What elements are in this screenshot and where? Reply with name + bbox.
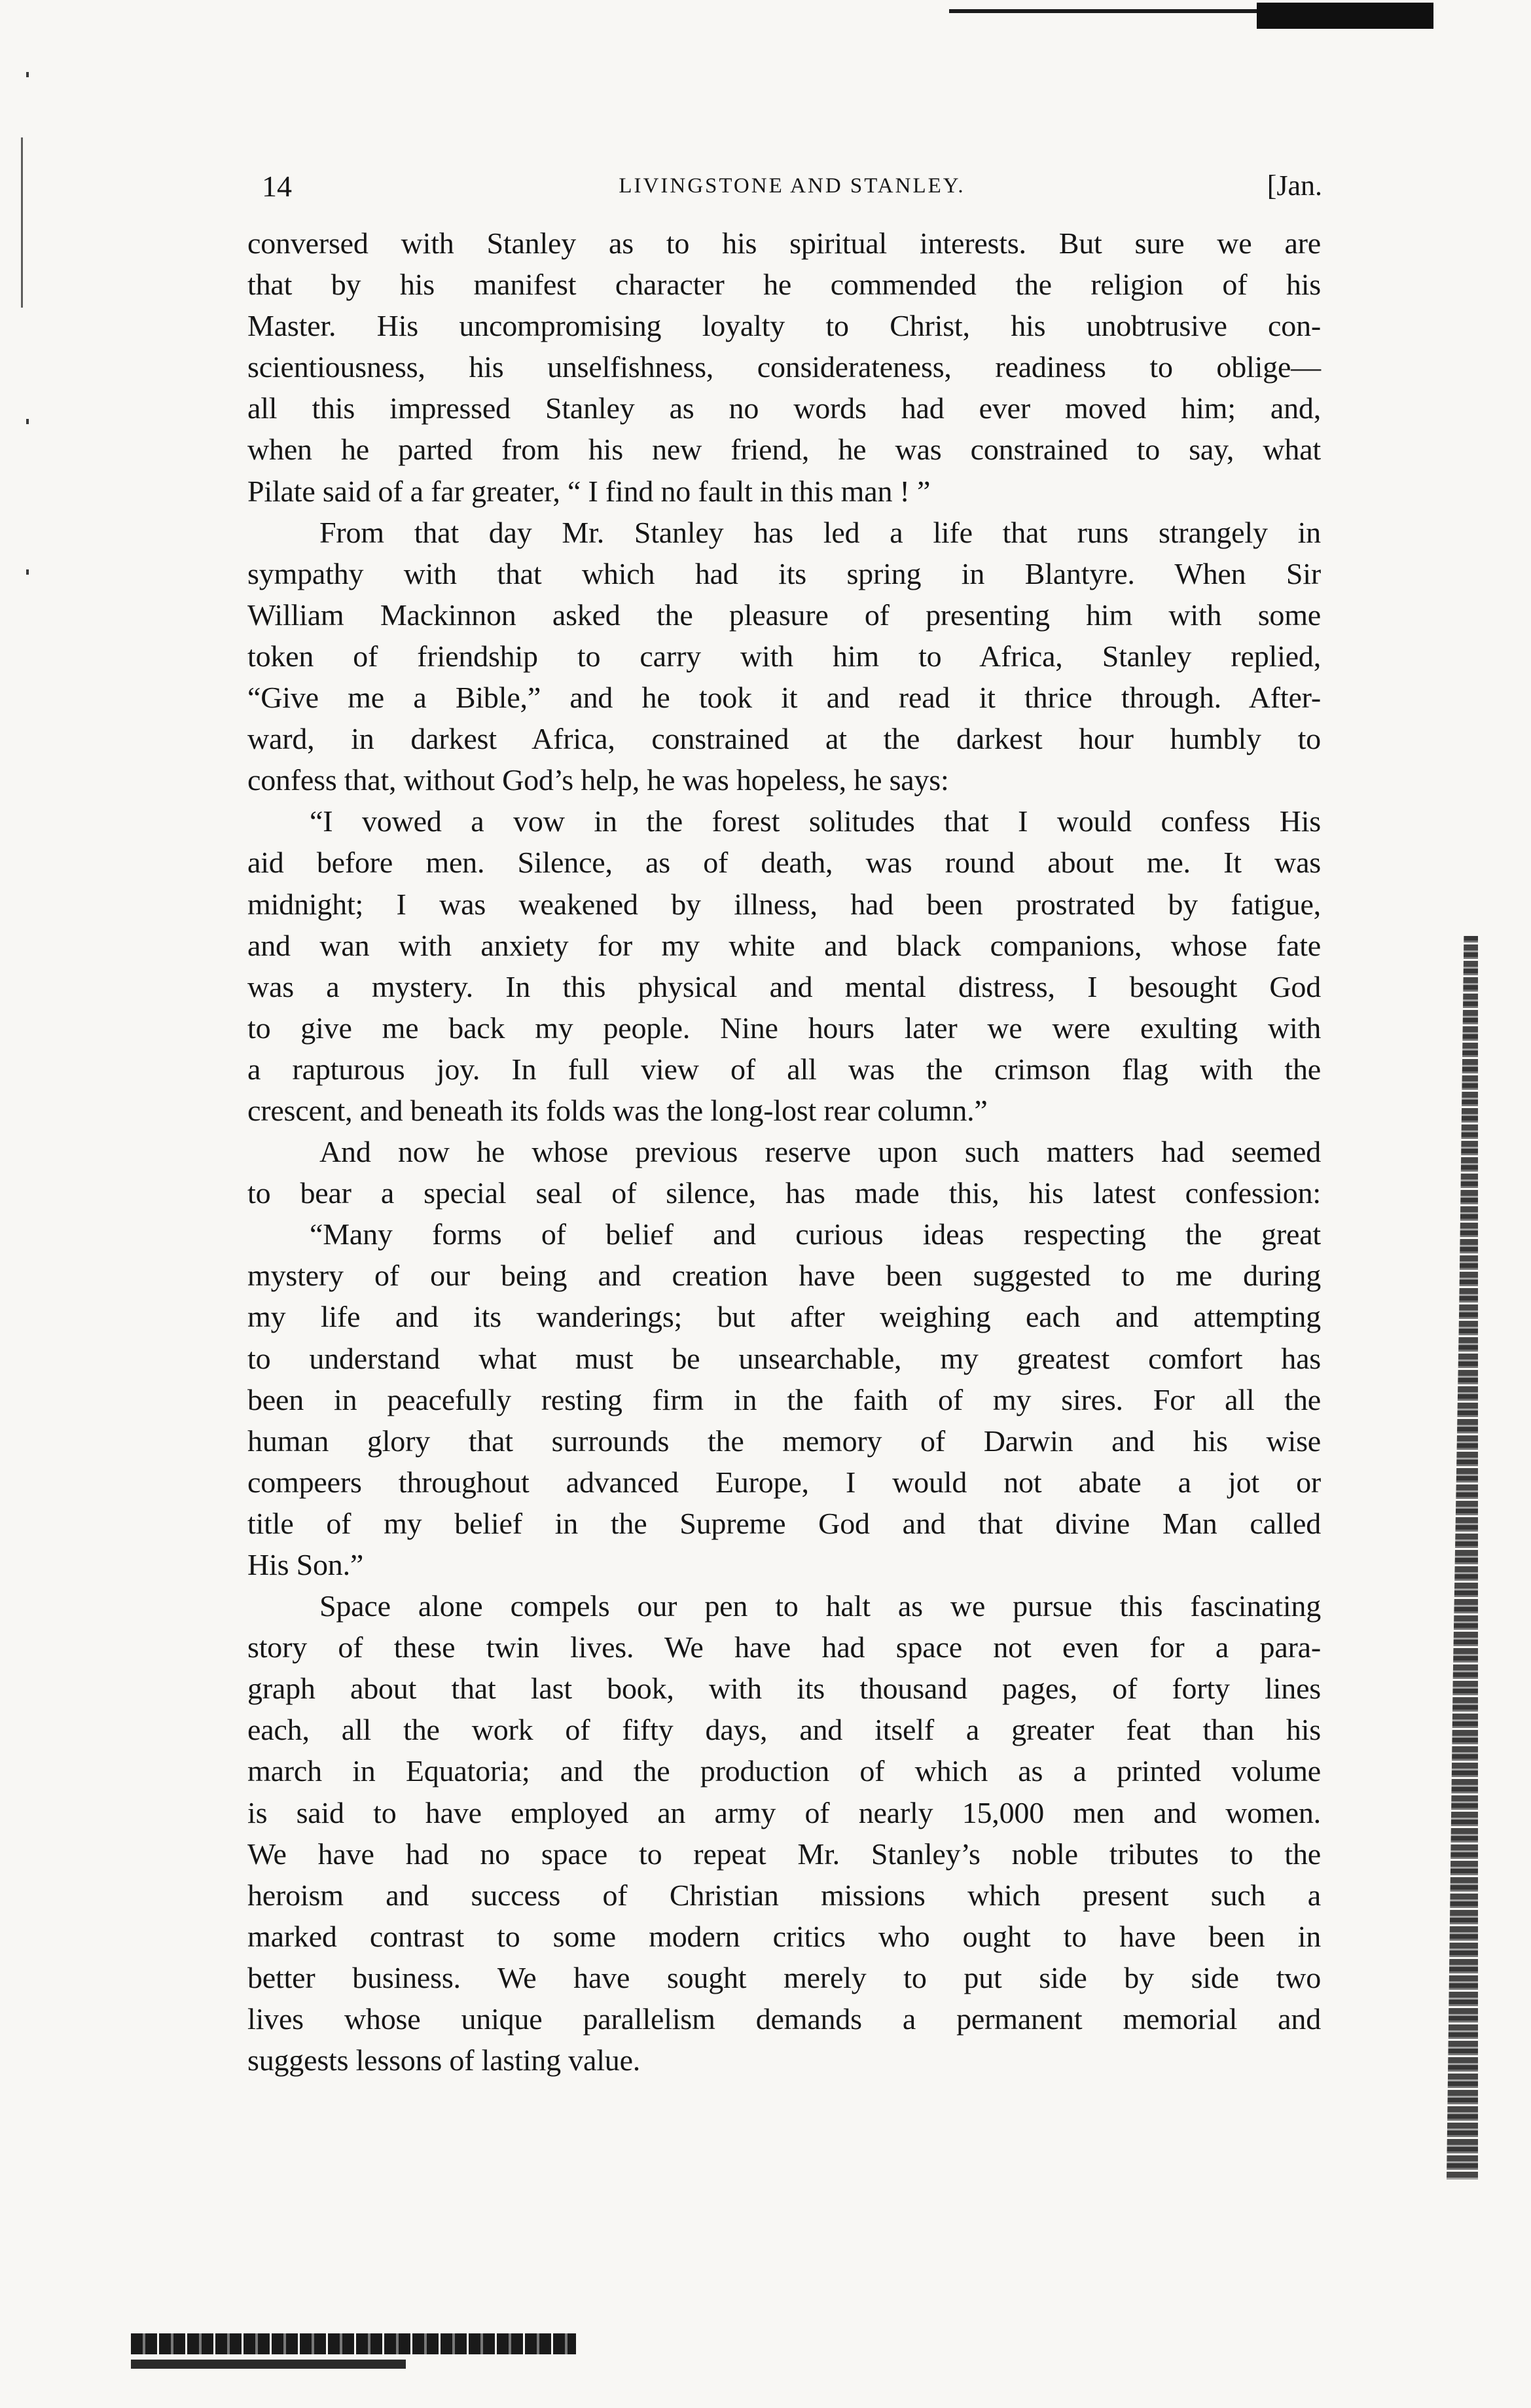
text-line: march in Equatoria; and the production of which as a printed volume	[247, 1754, 1321, 1788]
text-line: suggests lessons of lasting value.	[247, 2043, 641, 2077]
text-line: better business. We have sought merely to put side by side two	[247, 1960, 1321, 1994]
text-line: to give me back my people. Nine hours later we were exulting with	[247, 1011, 1321, 1045]
page-number: 14	[262, 170, 292, 203]
text-line: “I vowed a vow in the forest solitudes that I would confess His	[310, 804, 1321, 838]
text-line: Pilate said of a far greater, “ I find no fault in this man ! ”	[247, 474, 931, 508]
text-line: confess that, without God’s help, he was hopeless, he says:	[247, 763, 949, 797]
text-line: that by his manifest character he commended the religion of his	[247, 268, 1321, 302]
text-line: crescent, and beneath its folds was the long-lost rear column.”	[247, 1093, 988, 1127]
text-line: my life and its wanderings; but after weighing each and attempting	[247, 1300, 1321, 1334]
text-line: William Mackinnon asked the pleasure of presenting him with some	[247, 598, 1321, 632]
text-line: to understand what must be unsearchable, my greatest comfort has	[247, 1341, 1321, 1375]
scan-edge-bottom	[131, 2333, 576, 2354]
text-line: heroism and success of Christian missions which present such a	[247, 1878, 1321, 1912]
text-line: mystery of our being and creation have been suggested to me during	[247, 1259, 1321, 1293]
text-line: Space alone compels our pen to halt as we pursue this fascinating	[319, 1589, 1321, 1623]
scan-edge-left	[21, 137, 23, 308]
text-line: token of friendship to carry with him to Africa, Stanley replied,	[247, 639, 1321, 673]
text-line: graph about that last book, with its thousand pages, of forty lines	[247, 1672, 1321, 1706]
scan-edge-bottom-mark	[131, 2360, 406, 2369]
scan-edge-top-mark	[1257, 3, 1433, 29]
text-line: been in peacefully resting firm in the faith of my sires. For all the	[247, 1382, 1321, 1416]
text-line: compeers throughout advanced Europe, I would not abate a jot or	[247, 1465, 1321, 1499]
text-line: midnight; I was weakened by illness, had been prostrated by fatigue,	[247, 887, 1321, 921]
text-line: “Many forms of belief and curious ideas respecting the great	[310, 1217, 1321, 1251]
text-line: conversed with Stanley as to his spiritual interests. But sure we are	[247, 226, 1321, 260]
scan-speck	[26, 419, 29, 424]
text-line: story of these twin lives. We have had space not even for a para-	[247, 1630, 1321, 1664]
header-date-mark: [Jan.	[1267, 170, 1322, 202]
body-text	[247, 223, 1321, 2081]
text-line: And now he whose previous reserve upon such matters had seemed	[319, 1135, 1321, 1169]
text-line: all this impressed Stanley as no words had ever moved him; and,	[247, 391, 1321, 425]
text-line: a rapturous joy. In full view of all was the crimson flag with the	[247, 1052, 1321, 1086]
text-line: scientiousness, his unselfishness, considerateness, readiness to oblige—	[247, 350, 1321, 384]
page-header	[262, 169, 1322, 208]
text-line: We have had no space to repeat Mr. Stanley’s noble tributes to the	[247, 1837, 1321, 1871]
text-line: when he parted from his new friend, he was constrained to say, what	[247, 433, 1321, 467]
text-line: marked contrast to some modern critics who ought to have been in	[247, 1919, 1321, 1953]
text-line: each, all the work of fifty days, and itself a greater feat than his	[247, 1713, 1321, 1747]
text-line: Master. His uncompromising loyalty to Christ, his unobtrusive con-	[247, 309, 1321, 343]
text-line: From that day Mr. Stanley has led a life that runs strangely in	[319, 515, 1321, 549]
text-line: and wan with anxiety for my white and black companions, whose fate	[247, 928, 1321, 962]
text-line: title of my belief in the Supreme God and that divine Man called	[247, 1506, 1321, 1540]
text-line: was a mystery. In this physical and mental distress, I besought God	[247, 969, 1321, 1003]
text-line: human glory that surrounds the memory of Darwin and his wise	[247, 1424, 1321, 1458]
text-line: His Son.”	[247, 1548, 364, 1581]
text-line: ward, in darkest Africa, constrained at the darkest hour humbly to	[247, 722, 1321, 756]
text-line: lives whose unique parallelism demands a permanent memorial and	[247, 2002, 1321, 2036]
scan-speck	[26, 72, 29, 77]
running-head: LIVINGSTONE AND STANLEY.	[619, 174, 965, 198]
scan-edge-right	[1447, 936, 1478, 2180]
scan-speck	[26, 569, 29, 575]
text-line: to bear a special seal of silence, has made this, his latest confession:	[247, 1176, 1321, 1210]
text-line: aid before men. Silence, as of death, was round about me. It was	[247, 846, 1321, 880]
text-line: is said to have employed an army of nearly 15,000 men and women.	[247, 1795, 1321, 1829]
text-line: “Give me a Bible,” and he took it and read it thrice through. After-	[247, 681, 1321, 715]
text-line: sympathy with that which had its spring in Blantyre. When Sir	[247, 556, 1321, 590]
